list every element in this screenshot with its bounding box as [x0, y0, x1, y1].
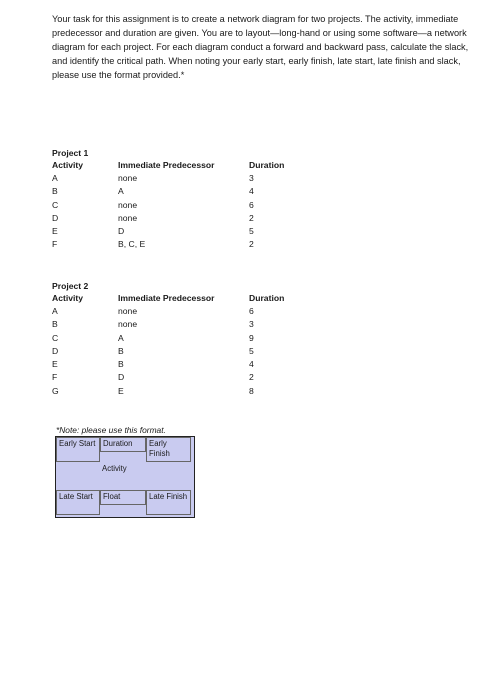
assignment-instructions: Your task for this assignment is to create a network diagram for two projects. The activity, immediate predecessor and duration are given. You are to layout—long-hand or using some software—a network diagram for each project. For each diagram conduct a forward and backward pass, calculate the slack, and identify the critical path. When noting your early start, early finish, late start, late finish and slack, please use the format provided.*: [52, 14, 469, 80]
activity-header: Activity: [52, 293, 84, 303]
duration-cell: Duration: [100, 437, 146, 452]
duration-cell: 6: [249, 306, 254, 316]
predecessor-cell: D: [118, 372, 125, 383]
late-finish-cell: Late Finish: [146, 490, 191, 515]
project-1-header-row: [52, 159, 289, 172]
duration-cell: 2: [249, 239, 254, 250]
activity-cell: B: [52, 186, 58, 197]
duration-cell: 8: [249, 385, 254, 396]
activity-cell: E: [52, 359, 58, 370]
table-row: [52, 385, 289, 398]
predecessor-cell: none: [118, 173, 138, 183]
project-1-rows: [52, 172, 289, 252]
activity-header: Activity: [52, 160, 84, 170]
project-2-table: [52, 280, 289, 398]
activity-cell: C: [52, 332, 59, 343]
project-2-title: Project 2: [52, 281, 89, 291]
table-row: [52, 199, 289, 212]
table-row: [52, 305, 289, 318]
duration-cell: 4: [249, 359, 254, 370]
activity-cell: C: [52, 199, 59, 210]
activity-cell: B: [52, 319, 58, 330]
predecessor-cell: none: [118, 199, 138, 210]
table-row: [52, 212, 289, 225]
activity-cell: E: [52, 226, 58, 237]
predecessor-cell: none: [118, 319, 138, 330]
float-cell: Float: [100, 490, 146, 505]
predecessor-cell: D: [118, 226, 125, 237]
format-note: *Note: please use this format.: [56, 425, 166, 435]
predecessor-cell: E: [118, 385, 124, 396]
table-row: [52, 371, 289, 384]
activity-cell: D: [52, 212, 59, 223]
predecessor-cell: A: [118, 186, 124, 197]
predecessor-cell: B: [118, 345, 124, 356]
predecessor-header: Immediate Predecessor: [118, 293, 215, 303]
activity-cell: D: [52, 345, 59, 356]
predecessor-cell: B: [118, 359, 124, 370]
predecessor-header: Immediate Predecessor: [118, 160, 215, 170]
activity-cell: A: [52, 173, 58, 183]
duration-cell: 2: [249, 212, 254, 223]
duration-cell: 9: [249, 332, 254, 343]
project-1-title: Project 1: [52, 148, 89, 158]
duration-cell: 5: [249, 226, 254, 237]
table-row: [52, 172, 289, 185]
early-start-cell: Early Start: [56, 437, 100, 462]
project-2-rows: [52, 305, 289, 398]
activity-label: Activity: [102, 464, 127, 473]
early-finish-cell: Early Finish: [146, 437, 191, 462]
predecessor-cell: none: [118, 212, 138, 223]
duration-cell: 6: [249, 199, 254, 210]
table-row: [52, 225, 289, 238]
activity-cell: A: [52, 306, 58, 316]
late-start-cell: Late Start: [56, 490, 100, 515]
activity-cell: G: [52, 385, 59, 396]
duration-cell: 2: [249, 372, 254, 383]
table-row: [52, 318, 289, 331]
duration-cell: 5: [249, 345, 254, 356]
duration-cell: 3: [249, 319, 254, 330]
duration-cell: 4: [249, 186, 254, 197]
duration-header: Duration: [249, 293, 285, 303]
predecessor-cell: A: [118, 332, 124, 343]
project-2-header-row: [52, 292, 289, 305]
node-format-box: [55, 436, 195, 518]
project-1-table: [52, 147, 289, 252]
table-row: [52, 185, 289, 198]
duration-header: Duration: [249, 160, 285, 170]
predecessor-cell: none: [118, 306, 138, 316]
predecessor-cell: B, C, E: [118, 239, 146, 250]
activity-cell: F: [52, 239, 58, 250]
activity-cell: F: [52, 372, 58, 383]
table-row: [52, 345, 289, 358]
duration-cell: 3: [249, 173, 254, 183]
table-row: [52, 358, 289, 371]
table-row: [52, 332, 289, 345]
table-row: [52, 238, 289, 251]
